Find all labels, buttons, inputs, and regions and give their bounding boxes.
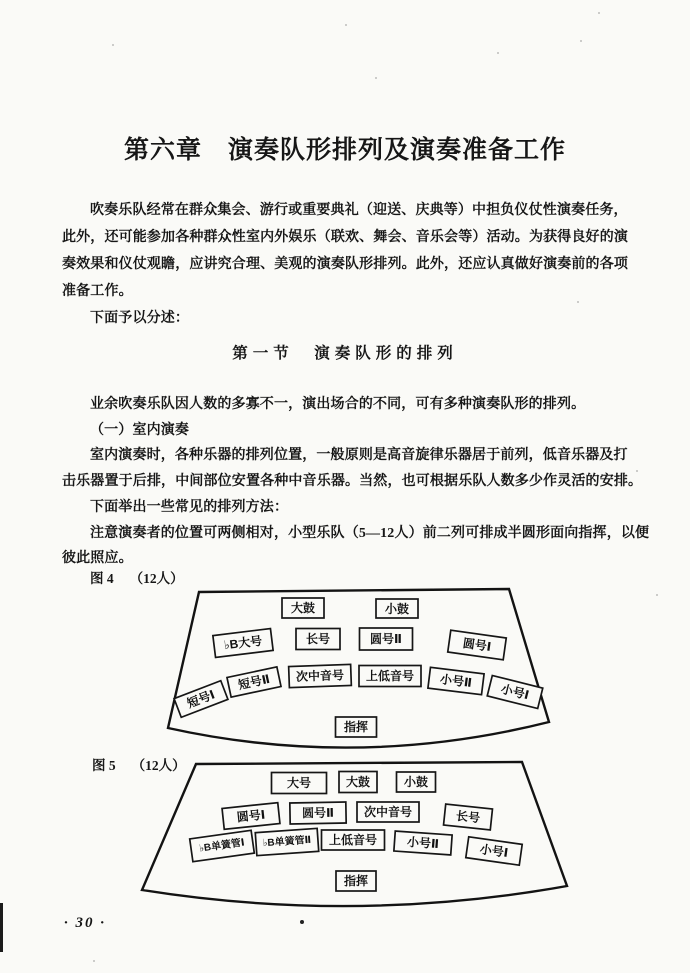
- seat-label: 圆号Ⅰ: [236, 807, 266, 825]
- seat-label: 长号: [305, 632, 331, 646]
- scan-speck: [598, 12, 600, 14]
- figure4-caption-size: （12人）: [129, 571, 184, 586]
- paragraph-line: 注意演奏者的位置可两侧相对，小型乐队（5—12人）前二列可排成半圆形面向指挥，以便: [90, 525, 650, 541]
- seat-label: 大号: [286, 776, 312, 790]
- paragraph-line: 奏效果和仪仗观瞻，应讲究合理、美观的演奏队形排列。此外，还应认真做好演奏前的各项: [62, 257, 628, 272]
- seat-conductor: [336, 717, 377, 737]
- scan-speck: [93, 960, 95, 962]
- scan-speck: [112, 44, 114, 46]
- seat-label: 小号Ⅱ: [439, 672, 473, 690]
- seat-label: 上低音号: [365, 669, 415, 683]
- seat-label: 上低音号: [328, 833, 378, 847]
- section-heading: 第一节 演奏队形的排列: [232, 345, 458, 362]
- subsection-heading: （一）室内演奏: [90, 422, 190, 438]
- seat-horn-1: [448, 630, 507, 660]
- seat-label: 圆号Ⅱ: [370, 632, 402, 646]
- seat-bb-clarinet-1: [190, 830, 255, 861]
- seat-label: 圆号Ⅰ: [461, 636, 493, 654]
- paragraph-line: 下面举出一些常见的排列方法：: [90, 499, 289, 515]
- scan-speck: [497, 52, 499, 54]
- figure5-caption-label: 图 5: [92, 758, 116, 773]
- scan-speck: [577, 301, 579, 303]
- seat-label: 指挥: [343, 720, 369, 734]
- seat-label: 大鼓: [345, 775, 371, 789]
- paragraph-line: 吹奏乐队经常在群众集会、游行或重要典礼（迎送、庆典等）中担负仪仗性演奏任务，: [90, 203, 628, 218]
- scan-artifact-dot: [300, 920, 304, 924]
- section-body-paragraph: [62, 392, 650, 572]
- scan-speck: [656, 594, 658, 596]
- figure5-diagram: [128, 754, 580, 920]
- seat-label: 次中音号: [295, 668, 345, 684]
- seat-label: 短号Ⅱ: [236, 671, 272, 693]
- seat-label: 小鼓: [384, 602, 410, 616]
- page-number: · 30 ·: [64, 915, 106, 931]
- paragraph-line: 此外，还可能参加各种群众性室内外娱乐（联欢、舞会、音乐会等）活动。为获得良好的演: [62, 230, 628, 245]
- figure4-caption-label: 图 4: [90, 571, 114, 586]
- seat-trumpet-2: [428, 667, 484, 694]
- seat-label: 圆号Ⅱ: [301, 805, 335, 821]
- seat-tenor-horn: [357, 802, 419, 822]
- seat-baritone: [359, 666, 421, 687]
- seat-label: ♭B单簧管Ⅱ: [262, 834, 312, 850]
- seat-horn-1: [222, 803, 280, 830]
- scan-speck: [636, 470, 638, 472]
- seat-snare-drum: [397, 772, 436, 792]
- scan-speck: [580, 40, 582, 42]
- seat-label: 短号Ⅰ: [185, 687, 217, 711]
- scan-speck: [375, 77, 377, 79]
- seat-trumpet-1: [466, 837, 522, 865]
- seat-cornet-1: [174, 681, 228, 718]
- seat-label: 小号Ⅱ: [406, 834, 440, 852]
- paragraph-line: 业余吹奏乐队因人数的多寡不一，演出场合的不同，可有多种演奏队形的排列。: [90, 397, 586, 412]
- seat-label: 指挥: [343, 874, 369, 888]
- seat-bb-clarinet-2: [255, 828, 318, 855]
- seat-label: 长号: [455, 808, 481, 826]
- seat-tenor-horn: [289, 664, 352, 687]
- chapter-title: 第六章 演奏队形排列及演奏准备工作: [123, 137, 566, 164]
- seat-label: 小号Ⅰ: [478, 842, 510, 860]
- seat-horn-2: [290, 802, 346, 824]
- paragraph-line: 准备工作。: [62, 284, 133, 299]
- figure4-diagram: [150, 584, 570, 766]
- seat-tuba: [272, 773, 327, 794]
- seat-label: 次中音号: [363, 805, 413, 819]
- seat-label: ♭B大号: [223, 633, 263, 653]
- seat-label: 小鼓: [403, 775, 429, 789]
- paragraph-line: 下面予以分述：: [90, 311, 190, 326]
- seat-bass-drum: [282, 598, 324, 618]
- seat-conductor: [336, 871, 376, 891]
- seat-label: 大鼓: [290, 601, 316, 615]
- paragraph-line: 室内演奏时，各种乐器的排列位置，一般原则是高音旋律乐器居于前列，低音乐器及打: [90, 448, 628, 464]
- seat-label: ♭B单簧管Ⅰ: [198, 837, 246, 855]
- figure5-caption-size: （12人）: [131, 758, 186, 773]
- seat-snare-drum: [376, 599, 418, 618]
- seat-bb-tuba: [213, 629, 273, 658]
- paragraph-line: 彼此照应。: [62, 551, 133, 567]
- seat-trumpet-1: [487, 676, 543, 709]
- intro-paragraph: [62, 197, 632, 332]
- seat-trombone: [444, 804, 493, 830]
- seat-trombone: [296, 629, 340, 650]
- seat-label: 小号Ⅰ: [499, 681, 531, 703]
- seat-baritone: [322, 830, 385, 850]
- seat-trumpet-2: [394, 831, 452, 855]
- seat-cornet-2: [227, 667, 281, 697]
- scan-speck: [345, 24, 347, 26]
- scan-artifact-strip: [0, 903, 3, 952]
- paragraph-line: 击乐器置于后排，中间部位安置各种中音乐器。当然，也可根据乐队人数多少作灵活的安排。: [62, 474, 643, 490]
- seat-bass-drum: [339, 772, 377, 793]
- seat-horn-2: [360, 628, 413, 650]
